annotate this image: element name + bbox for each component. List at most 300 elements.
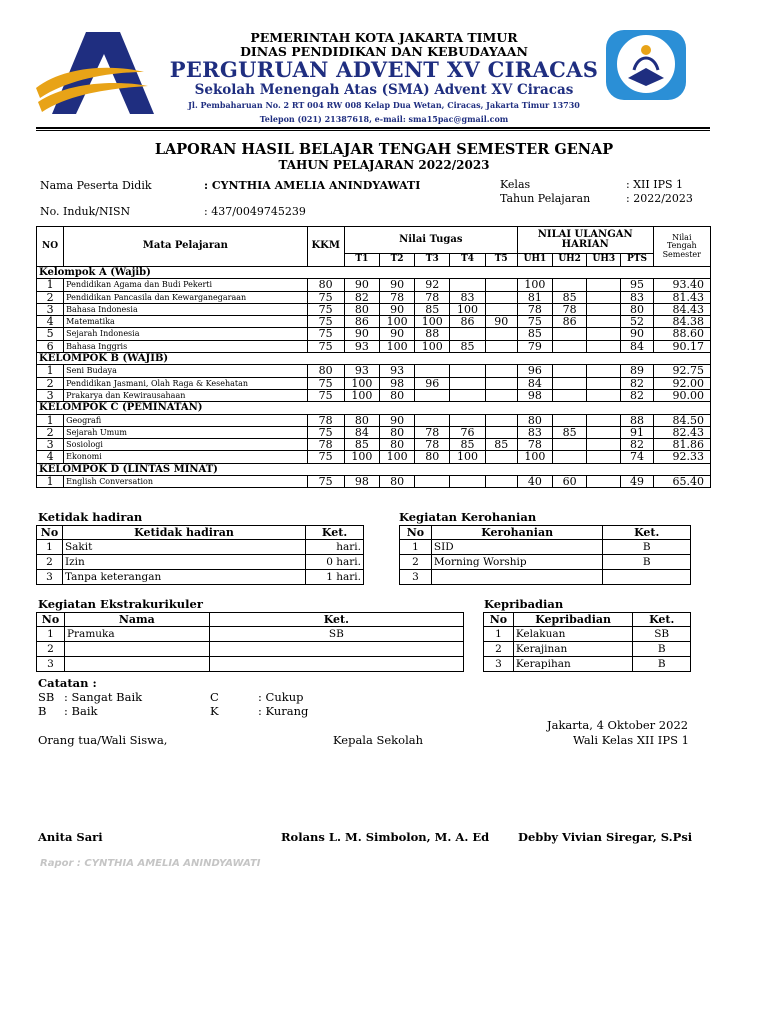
extracurricular-cell-no: 3: [37, 657, 65, 672]
personality-header-no: No: [484, 613, 514, 627]
personality-cell-ket: B: [633, 657, 691, 672]
cell-t1: 86: [344, 316, 379, 328]
cell-t2: 90: [379, 414, 414, 426]
table-row: [37, 642, 464, 657]
absence-cell-item: Sakit: [62, 540, 305, 555]
note-desc-sb: : Sangat Baik: [64, 690, 143, 704]
cell-no: 4: [37, 451, 64, 463]
cell-subject: Ekonomi: [64, 451, 307, 463]
header-t2: T2: [379, 254, 414, 267]
cell-t5: [485, 426, 517, 438]
header-t4: T4: [450, 254, 485, 267]
cell-uh2: [553, 340, 587, 352]
cell-t4: 85: [450, 340, 485, 352]
cell-subject: Seni Budaya: [64, 365, 307, 377]
cell-no: 1: [37, 365, 64, 377]
table-row: [37, 303, 711, 315]
cell-uh1: 80: [517, 414, 552, 426]
cell-pts: 83: [621, 291, 653, 303]
cell-uh2: [553, 439, 587, 451]
cell-uh2: [553, 389, 587, 401]
cell-t4: 86: [450, 316, 485, 328]
personality-cell-item: Kerajinan: [513, 642, 633, 657]
cell-kkm: 75: [307, 426, 344, 438]
spiritual-cell-item: Morning Worship: [431, 555, 603, 570]
cell-t1: 90: [344, 328, 379, 340]
header-no: NO: [37, 227, 64, 267]
cell-pts: 88: [621, 414, 653, 426]
school-name: PERGURUAN ADVENT XV CIRACAS: [169, 57, 599, 82]
table-row: [37, 439, 711, 451]
cell-uh3: [587, 365, 621, 377]
cell-uh1: 85: [517, 328, 552, 340]
cell-subject: Bahasa Inggris: [64, 340, 307, 352]
cell-kkm: 75: [307, 340, 344, 352]
table-row: [484, 642, 691, 657]
cell-t4: [450, 414, 485, 426]
header-uh3: UH3: [587, 254, 621, 267]
cell-t2: 90: [379, 279, 414, 291]
cell-t5: [485, 414, 517, 426]
cell-kkm: 75: [307, 476, 344, 488]
personality-table: [483, 612, 691, 672]
extracurricular-title: Kegiatan Ekstrakurikuler: [38, 597, 203, 611]
group-name: KELOMPOK C (PEMINATAN): [37, 402, 711, 414]
absence-header-item: Ketidak hadiran: [62, 526, 305, 540]
cell-pts: 84: [621, 340, 653, 352]
cell-uh1: 83: [517, 426, 552, 438]
student-nisn-label: No. Induk/NISN: [40, 205, 131, 218]
extracurricular-cell-item: [64, 642, 209, 657]
cell-t1: 84: [344, 426, 379, 438]
year-value: : 2022/2023: [626, 192, 693, 205]
cell-uh1: 78: [517, 439, 552, 451]
note-desc-c: : Cukup: [258, 690, 304, 704]
extracurricular-cell-no: 1: [37, 627, 65, 642]
cell-uh3: [587, 291, 621, 303]
letterhead-divider: [36, 127, 710, 129]
cell-uh1: 75: [517, 316, 552, 328]
table-row: [484, 657, 691, 672]
cell-final: 92.75: [653, 365, 710, 377]
personality-cell-no: 2: [484, 642, 514, 657]
cell-t2: 93: [379, 365, 414, 377]
cell-t5: [485, 291, 517, 303]
cell-t4: 85: [450, 439, 485, 451]
cell-uh2: 60: [553, 476, 587, 488]
principal-name: Rolans L. M. Simbolon, M. A. Ed: [281, 830, 490, 844]
cell-uh3: [587, 316, 621, 328]
header-kkm: KKM: [307, 227, 344, 267]
personality-cell-item: Kelakuan: [513, 627, 633, 642]
cell-no: 1: [37, 414, 64, 426]
cell-no: 5: [37, 328, 64, 340]
cell-subject: Pendidikan Agama dan Budi Pekerti: [64, 279, 307, 291]
cell-kkm: 75: [307, 451, 344, 463]
cell-pts: 74: [621, 451, 653, 463]
cell-t1: 80: [344, 414, 379, 426]
header-tugas: Nilai Tugas: [344, 227, 517, 254]
cell-uh3: [587, 451, 621, 463]
cell-no: 3: [37, 389, 64, 401]
spiritual-cell-ket: B: [603, 540, 691, 555]
table-row: [37, 426, 711, 438]
extracurricular-cell-item: Pramuka: [64, 627, 209, 642]
header-ulangan: NILAI ULANGAN HARIAN: [517, 227, 653, 254]
cell-subject: English Conversation: [64, 476, 307, 488]
note-code-k: K: [210, 704, 219, 718]
cell-uh2: [553, 365, 587, 377]
parent-name: Anita Sari: [38, 830, 103, 844]
cell-t3: 85: [415, 303, 450, 315]
cell-kkm: 80: [307, 365, 344, 377]
header-t1: T1: [344, 254, 379, 267]
cell-t3: 78: [415, 291, 450, 303]
spiritual-cell-item: SID: [431, 540, 603, 555]
report-year: TAHUN PELAJARAN 2022/2023: [278, 158, 490, 172]
spiritual-cell-no: 3: [400, 570, 432, 585]
cell-t2: 80: [379, 439, 414, 451]
spiritual-header-ket: Ket.: [603, 526, 691, 540]
header-pts: PTS: [621, 254, 653, 267]
table-row: [37, 377, 711, 389]
cell-subject: Pendidikan Pancasila dan Kewarganegaraan: [64, 291, 307, 303]
cell-t2: 80: [379, 389, 414, 401]
cell-t3: 100: [415, 316, 450, 328]
absence-cell-ket: hari.: [306, 540, 364, 555]
personality-cell-ket: SB: [633, 627, 691, 642]
cell-kkm: 78: [307, 414, 344, 426]
table-row: [37, 316, 711, 328]
cell-t2: 90: [379, 328, 414, 340]
cell-uh1: 40: [517, 476, 552, 488]
table-row: [37, 540, 364, 555]
cell-uh2: [553, 377, 587, 389]
student-name-label: Nama Peserta Didik: [40, 179, 152, 192]
table-row: [37, 414, 711, 426]
group-name: Kelompok A (Wajib): [37, 267, 711, 279]
cell-no: 1: [37, 476, 64, 488]
cell-final: 88.60: [653, 328, 710, 340]
absence-header-no: No: [37, 526, 63, 540]
cell-pts: 82: [621, 377, 653, 389]
cell-t5: [485, 303, 517, 315]
cell-t5: [485, 476, 517, 488]
spiritual-cell-no: 2: [400, 555, 432, 570]
cell-t1: 100: [344, 451, 379, 463]
personality-cell-item: Kerapihan: [513, 657, 633, 672]
cell-uh2: 78: [553, 303, 587, 315]
cell-subject: Pendidikan Jasmani, Olah Raga & Kesehatan: [64, 377, 307, 389]
cell-t1: 93: [344, 365, 379, 377]
cell-t4: 100: [450, 303, 485, 315]
spiritual-cell-item: [431, 570, 603, 585]
table-row: [37, 555, 364, 570]
group-name: KELOMPOK B (WAJIB): [37, 353, 711, 365]
cell-uh1: 78: [517, 303, 552, 315]
cell-uh3: [587, 328, 621, 340]
cell-t2: 90: [379, 303, 414, 315]
letterhead-divider-thin: [36, 130, 710, 131]
govt-heading: PEMERINTAH KOTA JAKARTA TIMUR: [250, 30, 518, 45]
group-row: [37, 267, 711, 279]
cell-t5: [485, 340, 517, 352]
table-row: [37, 340, 711, 352]
table-row: [37, 570, 364, 585]
student-name-value: : CYNTHIA AMELIA ANINDYAWATI: [204, 179, 421, 192]
table-row: [400, 555, 691, 570]
spiritual-cell-ket: [603, 570, 691, 585]
group-row: [37, 353, 711, 365]
cell-kkm: 75: [307, 328, 344, 340]
cell-t3: [415, 365, 450, 377]
cell-t5: [485, 377, 517, 389]
cell-t4: [450, 377, 485, 389]
cell-no: 2: [37, 377, 64, 389]
cell-uh3: [587, 303, 621, 315]
cell-t4: 100: [450, 451, 485, 463]
group-row: [37, 463, 711, 475]
absence-cell-ket: 1 hari.: [306, 570, 364, 585]
personality-cell-no: 1: [484, 627, 514, 642]
cell-kkm: 75: [307, 389, 344, 401]
cell-final: 84.50: [653, 414, 710, 426]
cell-final: 92.33: [653, 451, 710, 463]
cell-subject: Sosiologi: [64, 439, 307, 451]
dept-heading: DINAS PENDIDIKAN DAN KEBUDAYAAN: [240, 44, 528, 59]
cell-t5: [485, 451, 517, 463]
table-row: [37, 291, 711, 303]
cell-t1: 100: [344, 389, 379, 401]
cell-no: 4: [37, 316, 64, 328]
table-row: [37, 365, 711, 377]
cell-t4: [450, 279, 485, 291]
note-desc-k: : Kurang: [258, 704, 309, 718]
cell-t2: 100: [379, 340, 414, 352]
cell-subject: Geografi: [64, 414, 307, 426]
cell-final: 81.43: [653, 291, 710, 303]
cell-final: 90.17: [653, 340, 710, 352]
cell-pts: 95: [621, 279, 653, 291]
cell-t4: [450, 328, 485, 340]
cell-uh2: 85: [553, 426, 587, 438]
homeroom-name: Debby Vivian Siregar, S.Psi: [518, 830, 693, 844]
cell-t4: [450, 476, 485, 488]
parent-label: Orang tua/Wali Siswa,: [38, 733, 168, 747]
cell-no: 2: [37, 426, 64, 438]
cell-t1: 90: [344, 279, 379, 291]
extracurricular-cell-ket: [209, 657, 463, 672]
cell-no: 3: [37, 303, 64, 315]
student-nisn-value: : 437/0049745239: [204, 205, 306, 218]
spiritual-table: [399, 525, 691, 585]
cell-t1: 82: [344, 291, 379, 303]
extracurricular-cell-ket: SB: [209, 627, 463, 642]
cell-t5: 90: [485, 316, 517, 328]
cell-uh1: 84: [517, 377, 552, 389]
cell-t1: 80: [344, 303, 379, 315]
absence-header-ket: Ket.: [306, 526, 364, 540]
cell-kkm: 75: [307, 303, 344, 315]
cell-no: 2: [37, 291, 64, 303]
cell-t3: 96: [415, 377, 450, 389]
cell-kkm: 78: [307, 439, 344, 451]
cell-pts: 91: [621, 426, 653, 438]
homeroom-label: Wali Kelas XII IPS 1: [573, 733, 689, 747]
cell-t2: 98: [379, 377, 414, 389]
cell-subject: Sejarah Indonesia: [64, 328, 307, 340]
spiritual-header-no: No: [400, 526, 432, 540]
cell-t4: 76: [450, 426, 485, 438]
personality-cell-ket: B: [633, 642, 691, 657]
cell-no: 1: [37, 279, 64, 291]
cell-pts: 52: [621, 316, 653, 328]
cell-uh3: [587, 389, 621, 401]
cell-pts: 89: [621, 365, 653, 377]
place-date: Jakarta, 4 Oktober 2022: [547, 718, 689, 732]
cell-uh3: [587, 279, 621, 291]
table-row: [400, 540, 691, 555]
cell-uh1: 79: [517, 340, 552, 352]
cell-t1: 93: [344, 340, 379, 352]
cell-uh2: [553, 451, 587, 463]
cell-t5: 85: [485, 439, 517, 451]
cell-kkm: 75: [307, 316, 344, 328]
header-uh1: UH1: [517, 254, 552, 267]
cell-t3: [415, 476, 450, 488]
header-final-line1: Nilai: [672, 232, 692, 242]
cell-uh1: 98: [517, 389, 552, 401]
class-value: : XII IPS 1: [626, 178, 683, 191]
header-t3: T3: [415, 254, 450, 267]
personality-header-item: Kepribadian: [513, 613, 633, 627]
cell-final: 92.00: [653, 377, 710, 389]
absence-cell-no: 2: [37, 555, 63, 570]
cell-uh1: 100: [517, 279, 552, 291]
extracurricular-cell-no: 2: [37, 642, 65, 657]
header-uh2: UH2: [553, 254, 587, 267]
cell-pts: 82: [621, 439, 653, 451]
cell-pts: 49: [621, 476, 653, 488]
table-row: [37, 476, 711, 488]
header-subject: Mata Pelajaran: [64, 227, 307, 267]
cell-uh1: 100: [517, 451, 552, 463]
cell-final: 82.43: [653, 426, 710, 438]
cell-t2: 78: [379, 291, 414, 303]
school-subtitle: Sekolah Menengah Atas (SMA) Advent XV Ciracas: [194, 82, 574, 98]
cell-t3: 92: [415, 279, 450, 291]
notes-title: Catatan :: [38, 676, 97, 690]
table-row: [37, 279, 711, 291]
absence-table: [36, 525, 364, 585]
cell-t3: [415, 414, 450, 426]
cell-t3: 88: [415, 328, 450, 340]
absence-cell-item: Izin: [62, 555, 305, 570]
extracurricular-table: [36, 612, 464, 672]
cell-uh2: [553, 328, 587, 340]
cell-t1: 85: [344, 439, 379, 451]
absence-cell-no: 1: [37, 540, 63, 555]
table-row: [37, 627, 464, 642]
report-title: LAPORAN HASIL BELAJAR TENGAH SEMESTER GENAP: [154, 141, 614, 158]
header-final: [653, 227, 710, 267]
cell-t2: 80: [379, 426, 414, 438]
cell-t1: 100: [344, 377, 379, 389]
note-code-c: C: [210, 690, 219, 704]
cell-uh2: [553, 279, 587, 291]
personality-cell-no: 3: [484, 657, 514, 672]
table-row: [37, 657, 464, 672]
year-label: Tahun Pelajaran: [500, 192, 591, 205]
cell-uh3: [587, 476, 621, 488]
cell-t3: 78: [415, 439, 450, 451]
table-row: [400, 570, 691, 585]
table-row: [37, 328, 711, 340]
cell-subject: Matematika: [64, 316, 307, 328]
absence-cell-item: Tanpa keterangan: [62, 570, 305, 585]
cell-no: 3: [37, 439, 64, 451]
principal-label: Kepala Sekolah: [333, 733, 424, 747]
personality-title: Kepribadian: [484, 597, 564, 611]
personality-header-ket: Ket.: [633, 613, 691, 627]
cell-t5: [485, 365, 517, 377]
cell-t3: [415, 389, 450, 401]
cell-subject: Bahasa Indonesia: [64, 303, 307, 315]
grades-table: [36, 226, 711, 488]
cell-uh1: 96: [517, 365, 552, 377]
header-t5: T5: [485, 254, 517, 267]
extracurricular-cell-item: [64, 657, 209, 672]
cell-uh3: [587, 439, 621, 451]
cell-t3: 100: [415, 340, 450, 352]
cell-subject: Prakarya dan Kewirausahaan: [64, 389, 307, 401]
note-code-b: B: [38, 704, 47, 718]
absence-cell-no: 3: [37, 570, 63, 585]
cell-t3: 80: [415, 451, 450, 463]
extracurricular-header-no: No: [37, 613, 65, 627]
spiritual-cell-ket: B: [603, 555, 691, 570]
cell-uh1: 81: [517, 291, 552, 303]
cell-t4: 83: [450, 291, 485, 303]
cell-final: 65.40: [653, 476, 710, 488]
cell-t4: [450, 389, 485, 401]
header-final-line2: Tengah: [666, 241, 697, 251]
school-address: Jl. Pembaharuan No. 2 RT 004 RW 008 Kelap Dua Wetan, Ciracas, Jakarta Timur 13730: [188, 100, 580, 110]
cell-pts: 82: [621, 389, 653, 401]
cell-pts: 90: [621, 328, 653, 340]
cell-kkm: 75: [307, 291, 344, 303]
cell-final: 90.00: [653, 389, 710, 401]
extracurricular-header-item: Nama: [64, 613, 209, 627]
note-desc-b: : Baik: [64, 704, 98, 718]
header-final-line3: Semester: [662, 249, 701, 259]
table-row: [37, 389, 711, 401]
table-row: [484, 627, 691, 642]
cell-uh2: 85: [553, 291, 587, 303]
spiritual-cell-no: 1: [400, 540, 432, 555]
report-footer: Rapor : CYNTHIA AMELIA ANINDYAWATI: [40, 858, 261, 869]
spiritual-header-item: Kerohanian: [431, 526, 603, 540]
cell-t5: [485, 328, 517, 340]
absence-title: Ketidak hadiran: [38, 510, 143, 524]
cell-final: 84.38: [653, 316, 710, 328]
school-contact: Telepon (021) 21387618, e-mail: sma15pac@gmail.com: [259, 114, 509, 124]
group-row: [37, 402, 711, 414]
absence-cell-ket: 0 hari.: [306, 555, 364, 570]
cell-uh2: [553, 414, 587, 426]
cell-uh3: [587, 340, 621, 352]
extracurricular-header-ket: Ket.: [209, 613, 463, 627]
